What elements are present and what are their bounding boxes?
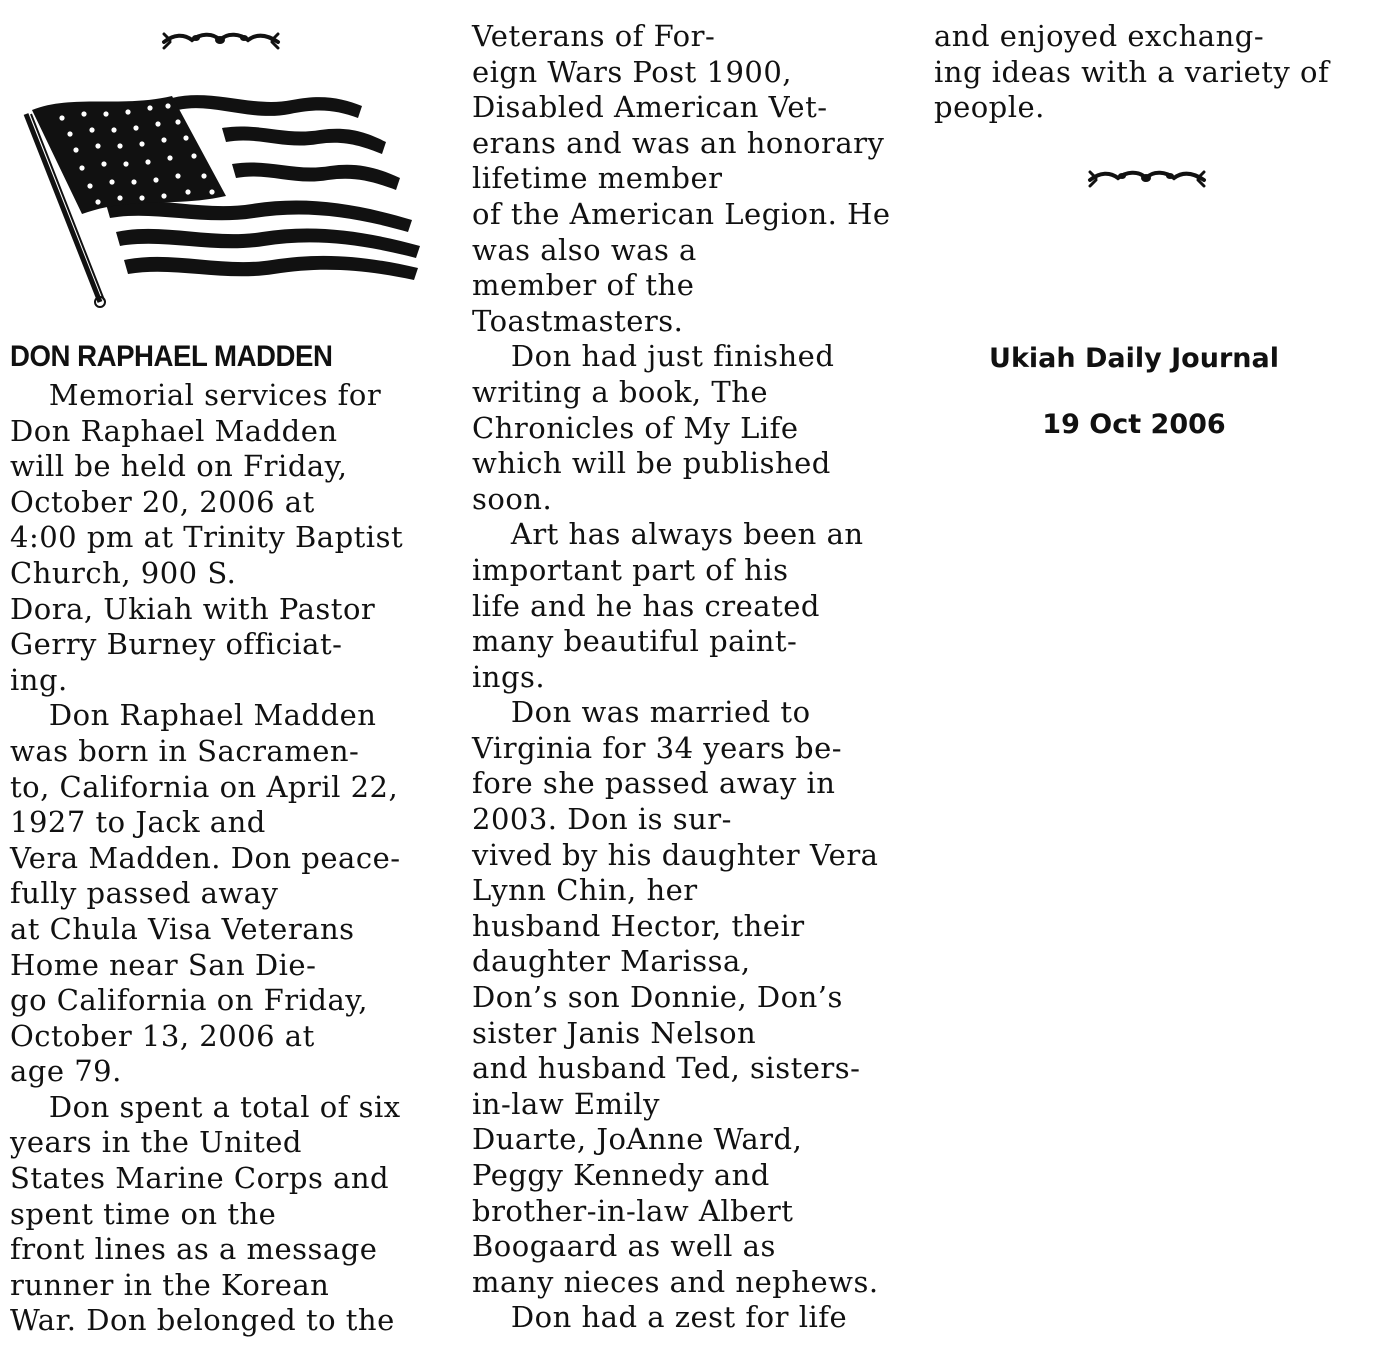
paragraph-memorial-services: Memorial services for Don Raphael Madden will be held on Friday, October 20, 2006 at 4:00 pm at Trinity Baptist Church, 900 S. Dora, Ukiah with Pastor Gerry Burney officiat- ing. [10,378,404,697]
american-flag-icon [22,84,426,308]
deceased-name-heading: DON RAPHAEL MADDEN [10,340,333,373]
scroll-ornament-icon [160,28,282,54]
column-3-text [934,19,1374,126]
source-date: 19 Oct 2006 [1042,409,1226,440]
scroll-ornament-icon [1086,166,1208,192]
paragraph-art: Art has always been an important part of his life and he has created many beautiful paint- ings. [472,517,864,694]
paragraph-veterans-organizations: Veterans of For- eign Wars Post 1900, Disabled American Vet- erans and was an honorary lifetime member of the American Legion. He was also was a member of the Toastmasters. [472,19,891,338]
column-2-text [472,19,912,1336]
paragraph-birth-and-passing: Don Raphael Madden was born in Sacramen- to, California on April 22, 1927 to Jack and Vera Madden. Don peace- fully passed away at Chula Visa Veterans Home near San Die- go California on Friday, October 13, 2006 at age 79. [10,698,401,1089]
paragraph-exchanging-ideas: and enjoyed exchang- ing ideas with a variety of people. [934,19,1330,125]
paragraph-military-service: Don spent a total of six years in the United States Marine Corps and spent time on the front lines as a message runner in the Korean War. Don belonged to the [10,1089,401,1338]
paragraph-book: Don had just finished writing a book, The Chronicles of My Life which will be published soon. [472,339,835,516]
column-1-text [10,378,403,1339]
paragraph-zest-for-life: Don had a zest for life [472,1300,848,1335]
paragraph-family: Don was married to Virginia for 34 years be- fore she passed away in 2003. Don is sur- vived by his daughter Vera Lynn Chin, her husband Hector, their daughter Marissa, Don’s son Donnie, Don’s sister Janis Nelson and husband Ted, sisters- in-law Emily Duarte, JoAnne Ward, Peggy Kennedy and brother-in-law Albert Boogaard as well as many nieces and nephews. [472,695,879,1299]
source-publication: Ukiah Daily Journal [989,343,1279,374]
